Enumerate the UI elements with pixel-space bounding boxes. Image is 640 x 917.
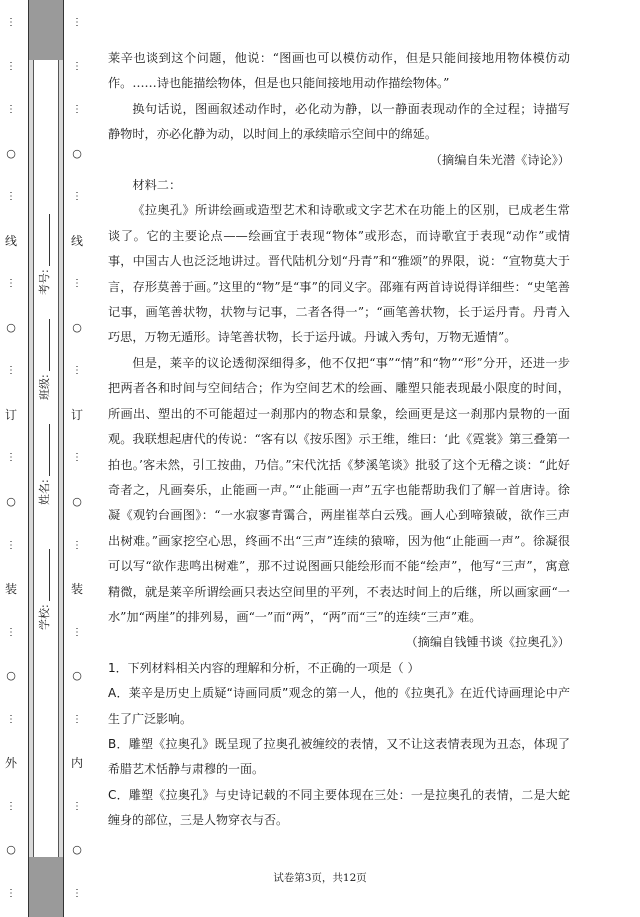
source-citation: （摘编自朱光潜《诗论》） [429,152,570,167]
inner-dotted-line: ⋮ ⋮ ⋮ ○ ⋮ 线 ⋮ ○ ⋮ 订 ⋮ ○ ⋮ 装 ⋮ ○ ⋮ 内 ⋮ ○ ⋮ [70,17,83,899]
hole-circle-icon: ○ [6,146,16,160]
hole-circle-icon: ○ [72,843,82,857]
paragraph: 但是，莱辛的议论透彻深细得多，他不仅把“事”“情”和“物”“形”分开，还进一步把两者各和时间与空间结合；作为空间艺术的绘画、雕塑只能表现最小限度的时间，所画出、塑出的不可能超过一刹那内的物态和景象，绘画更是这一刹那内景物的一面观。我联想起唐代的传说：“客有以《按乐图》示王维，维曰：‘此《霓裳》第三叠第一拍也。’客未然，引工按曲，乃信。”宋代沈括《梦溪笔谈》批驳了这个无稽之谈：“此好奇者之，凡画奏乐，止能画一声。”“止能画一声”五字也能帮助我们了解一首唐诗。徐凝《观钓台画图》：“一水寂寥青霭合，两崖崔萃白云残。画人心到啼猿破，欲作三声出树难。”画家挖空心思，终画不出“三声”连续的猿啼，因为他“止能画一声”。徐凝很可以写“欲作悲鸣出树难”，那不过说图画只能绘形而不能“绘声”，他写“三声”，寓意精微，就是莱辛所谓绘画只表达空间里的平列，不表达时间上的后继，所以画家画“一水”加“两崖”的排列易，画“一”而“两”，“两”而“三”的连续“三声”难。 [108,355,570,624]
hole-circle-icon: ○ [6,320,16,334]
hole-circle-icon: ○ [6,843,16,857]
hole-circle-icon: ○ [72,320,82,334]
paragraph: 换句话说，图画叙述动作时，必化动为静，以一静面表现动作的全过程；诗描写静物时，亦必化静为动，以时间上的承续暗示空间中的绵延。 [108,101,570,142]
outer-label: 订 [4,407,17,422]
outer-dotted-line: ⋮ ⋮ ⋮ ○ ⋮ 线 ⋮ ○ ⋮ 订 ⋮ ○ ⋮ 装 ⋮ ○ ⋮ 外 ⋮ ○ ⋮ [4,17,17,899]
hole-circle-icon: ○ [6,669,16,683]
passage-content [108,46,570,834]
school-field: 学校: [36,549,52,630]
inner-label: 订 [70,407,83,422]
paragraph: 《拉奥孔》所讲绘画或造型艺术和诗歌或文字艺术在功能上的区别，已成老生常谈了。它的主要论点——绘画宜于表现“物体”或形态，而诗歌宜于表现“动作”或情事，中国古人也泛泛地讲过。晋代陆机分划“丹青”和“雅颂”的界限，说：“宣物莫大于言，存形莫善于画。”这里的“物”是“事”的同义字。邵雍有两首诗说得详细些：“史笔善记事，画笔善状物，状物与记事，二者各得一”；“画笔善状物，长于运丹青。丹青入巧思，万物无遁形。诗笔善状物，长于运丹诚。丹诚入秀句，万物无遁情”。 [108,203,570,345]
question-option: C．雕塑《拉奥孔》与史诗记载的不同主要体现在三处：一是拉奥孔的表情，二是大蛇缠身的部位，三是人物穿衣与否。 [108,787,570,828]
question-option: A．莱辛是历史上质疑“诗画同质”观念的第一人，他的《拉奥孔》在近代诗画理论中产生了广泛影响。 [108,686,570,726]
hole-circle-icon: ○ [72,146,82,160]
paragraph: 莱辛也谈到这个问题，他说：“图画也可以模仿动作，但是只能间接地用物体模仿动作。……诗也能描绘物体，但是也只能间接地用动作描绘物体。” [108,51,570,91]
exam-number-field: 考号: [36,214,52,295]
question-option: B．雕塑《拉奥孔》既呈现了拉奥孔被缠绞的表情，又不让这表情表现为丑态，体现了希腊艺术恬静与肃穆的一面。 [108,736,570,777]
page-footer: 试卷第3页，共12页 [273,872,367,884]
inner-label: 线 [70,233,83,248]
outer-label: 线 [4,233,17,248]
source-citation: （摘编自钱锺书谈《拉奥孔》） [405,635,570,650]
question-stem: 1．下列材料相关内容的理解和分析，不正确的一项是（ ） [108,660,420,675]
section-heading: 材料二： [132,178,182,193]
outer-label: 装 [4,582,17,597]
hole-circle-icon: ○ [72,495,82,509]
binding-margin [0,0,100,917]
outer-label: 外 [4,756,17,771]
class-field: 班级: [36,319,52,400]
name-field: 姓名: [36,424,52,505]
hole-circle-icon: ○ [72,669,82,683]
hole-circle-icon: ○ [6,495,16,509]
inner-label: 内 [70,756,83,771]
inner-label: 装 [70,582,83,597]
